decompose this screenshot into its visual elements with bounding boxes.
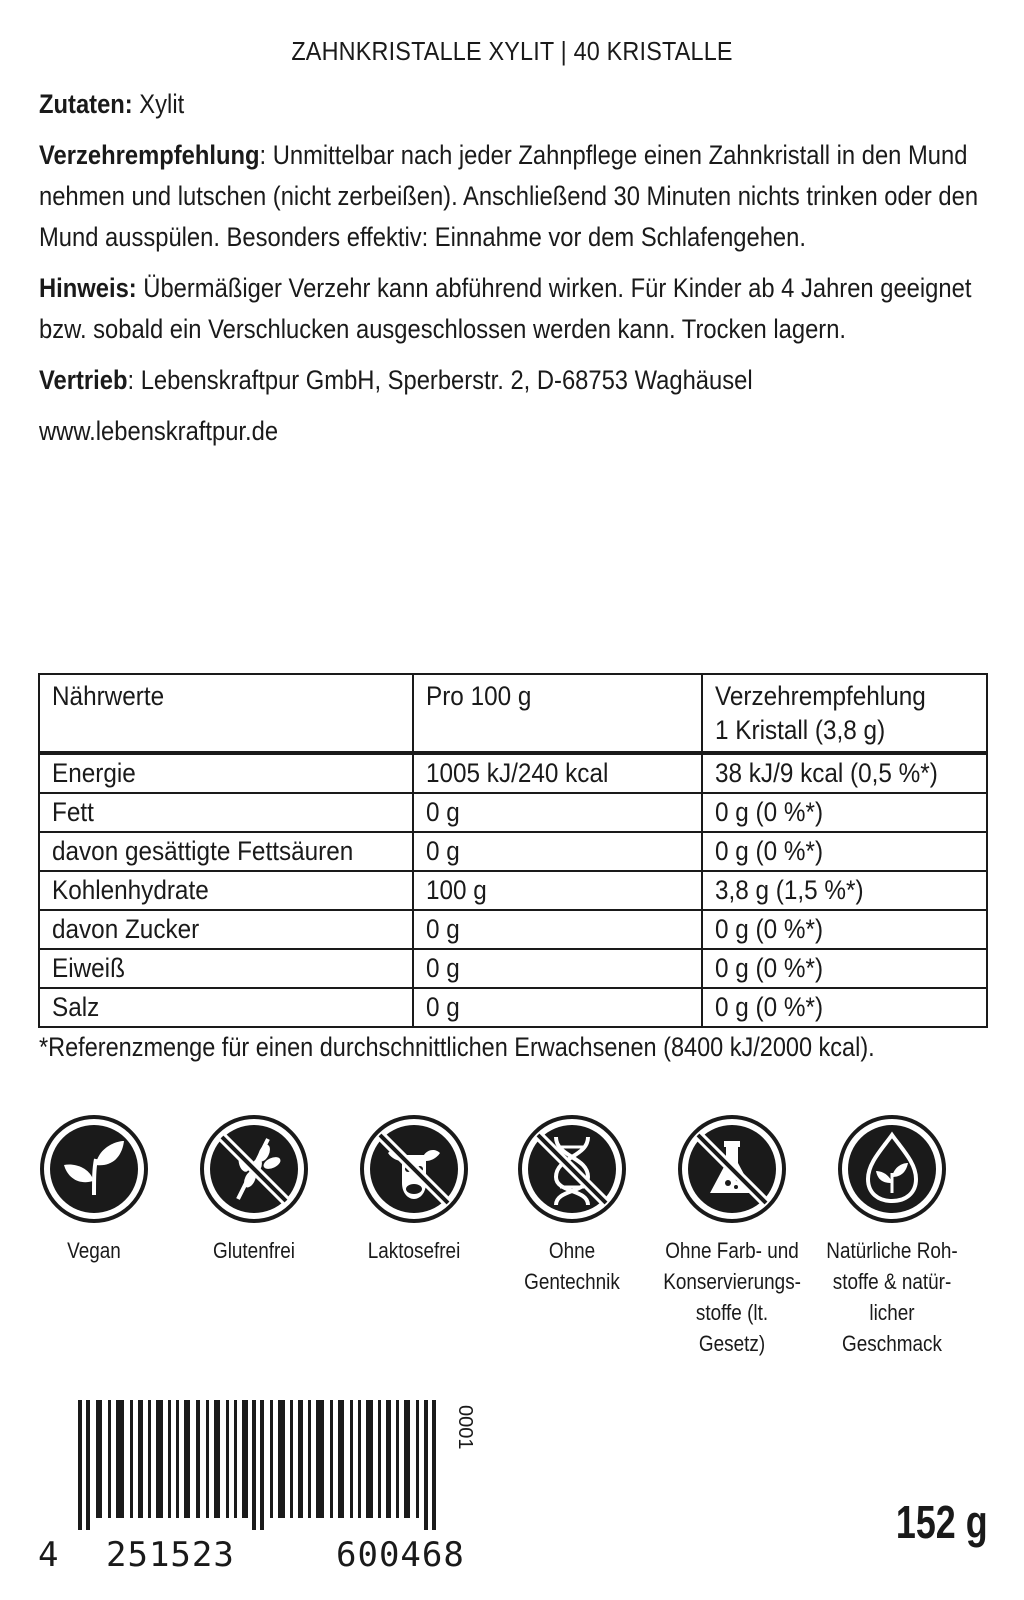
info-text [39, 84, 999, 462]
table-row [39, 753, 987, 793]
row-per100: 100 g [413, 871, 702, 910]
barcode-group-2: 600468 [336, 1535, 465, 1575]
badge-label: Ohne Gentechnik [524, 1238, 620, 1294]
header-nutrients: Nährwerte [39, 674, 413, 753]
recommendation-paragraph [39, 135, 998, 258]
lot-number: 0001 [454, 1405, 476, 1450]
badge-gluten-free [174, 1113, 334, 1266]
distributor-text: : Lebenskraftpur GmbH, Sperberstr. 2, D-68753 Waghäusel [127, 365, 753, 395]
table-row [39, 871, 987, 910]
gluten-free-icon [198, 1113, 310, 1225]
product-title: ZAHNKRISTALLE XYLIT | 40 KRISTALLE [291, 36, 733, 66]
nutrition-table [38, 673, 988, 1028]
table-row [39, 793, 987, 832]
distributor-label: Vertrieb [39, 365, 128, 395]
ean-barcode [38, 1400, 468, 1575]
distributor-paragraph [39, 360, 998, 401]
reference-footnote: *Referenzmenge für einen durchschnittlichen Erwachsenen (8400 kJ/2000 kcal). [39, 1032, 875, 1062]
row-name: Energie [39, 753, 413, 793]
net-weight: 152 g [896, 1496, 988, 1548]
badge-vegan [14, 1113, 174, 1266]
website-link[interactable]: www.lebenskraftpur.de [39, 416, 279, 446]
badge-label: Vegan [67, 1238, 121, 1263]
row-name: Salz [39, 988, 413, 1027]
row-per100: 0 g [413, 832, 702, 871]
badge-label: Natürliche Roh- stoffe & natür- licher Geschmack [826, 1238, 958, 1356]
badge-label: Ohne Farb- und Konservierungs- stoffe (lt. Gesetz) [663, 1238, 801, 1356]
recommendation-text: : Unmittelbar nach jeder Zahnpflege einen Zahnkristall in den Mund nehmen und lutschen (nicht zerbeißen). Anschließend 30 Minuten nichts trinken oder den Mund ausspülen. Besonders effektiv: Einnahme vor dem Schlafengehen. [39, 140, 979, 252]
row-per100: 0 g [413, 793, 702, 832]
badge-label: Glutenfrei [212, 1238, 296, 1263]
lactose-free-cow-icon [358, 1113, 470, 1225]
row-per100: 0 g [413, 988, 702, 1027]
badge-row [38, 1113, 988, 1356]
row-name: Fett [39, 793, 413, 832]
ingredients-paragraph [39, 84, 998, 125]
row-per100: 1005 kJ/240 kcal [413, 753, 702, 793]
website-paragraph [39, 411, 998, 452]
barcode-first-digit: 4 [38, 1535, 59, 1575]
table-row [39, 832, 987, 871]
natural-drop-icon [836, 1113, 948, 1225]
table-row [39, 910, 987, 949]
row-name: davon Zucker [39, 910, 413, 949]
badge-natural [812, 1113, 972, 1359]
row-per100: 0 g [413, 949, 702, 988]
notice-paragraph [39, 268, 998, 350]
ingredients-text: Xylit [132, 89, 185, 119]
table-row [39, 949, 987, 988]
badge-label: Laktosefrei [367, 1238, 461, 1263]
row-name: Eiweiß [39, 949, 413, 988]
row-serving: 0 g (0 %*) [702, 910, 987, 949]
row-serving: 0 g (0 %*) [702, 988, 987, 1027]
row-serving: 0 g (0 %*) [702, 793, 987, 832]
barcode-bars [38, 1400, 468, 1530]
row-serving: 0 g (0 %*) [702, 949, 987, 988]
table-row [39, 988, 987, 1027]
row-name: Kohlenhydrate [39, 871, 413, 910]
vegan-leaf-icon [38, 1113, 150, 1225]
row-serving: 0 g (0 %*) [702, 832, 987, 871]
row-per100: 0 g [413, 910, 702, 949]
recommendation-label: Verzehrempfehlung [39, 140, 260, 170]
row-serving: 3,8 g (1,5 %*) [702, 871, 987, 910]
barcode-group-1: 251523 [106, 1535, 235, 1575]
no-additives-flask-icon [676, 1113, 788, 1225]
badge-lactose-free [334, 1113, 494, 1266]
row-name: davon gesättigte Fettsäuren [39, 832, 413, 871]
no-gmo-dna-icon [516, 1113, 628, 1225]
header-serving: Verzehrempfehlung 1 Kristall (3,8 g) [702, 674, 987, 753]
badge-no-additives [652, 1113, 812, 1359]
nutrition-header-row [39, 674, 987, 753]
ingredients-label: Zutaten: [39, 89, 133, 119]
badge-no-gmo [492, 1113, 652, 1297]
notice-label: Hinweis: [39, 273, 137, 303]
notice-text: Übermäßiger Verzehr kann abführend wirken. Für Kinder ab 4 Jahren geeignet bzw. sobald ein Verschlucken ausgeschlossen werden kann. Trocken lagern. [39, 273, 972, 344]
header-per-100g: Pro 100 g [413, 674, 702, 753]
row-serving: 38 kJ/9 kcal (0,5 %*) [702, 753, 987, 793]
